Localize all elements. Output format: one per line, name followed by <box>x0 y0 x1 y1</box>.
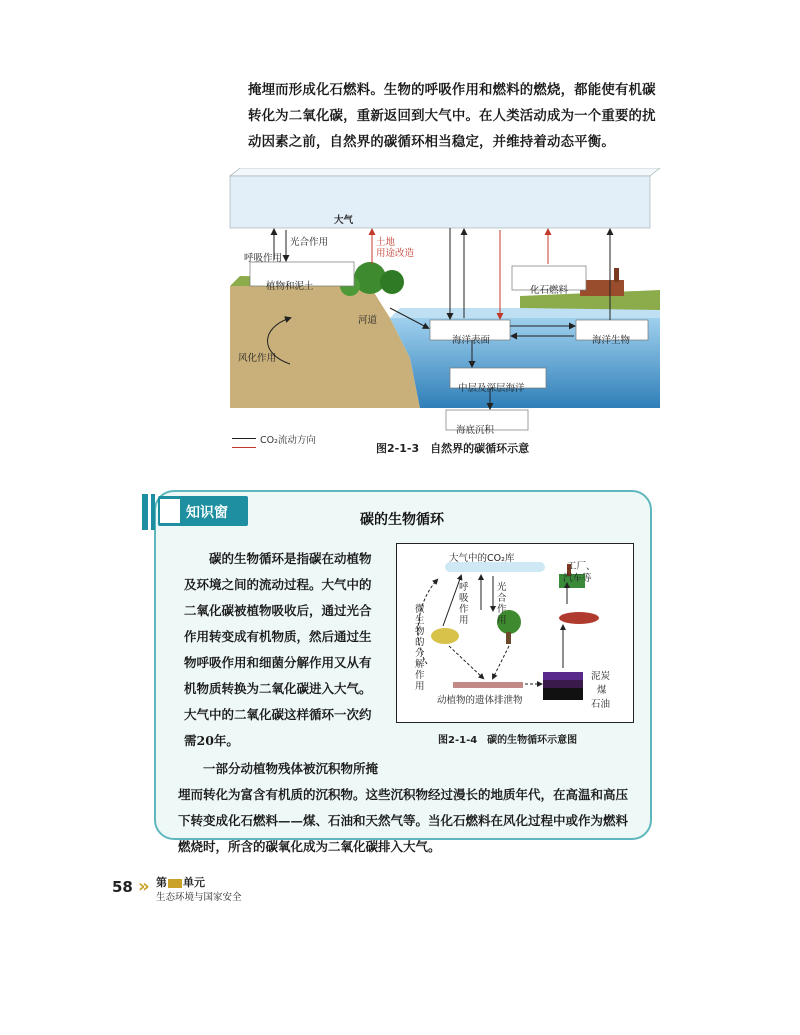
label-respiration: 呼吸作用 <box>244 253 283 264</box>
text-line: 需20年。 <box>184 733 239 748</box>
label-coal: 煤 <box>597 685 607 696</box>
bio-carbon-cycle-figure <box>396 543 634 723</box>
intro-line: 掩埋而形成化石燃料。生物的呼吸作用和燃料的燃烧，都能使有机碳 <box>248 83 656 98</box>
label-land-use-2: 用途改造 <box>376 248 415 259</box>
label-river: 河道 <box>358 315 378 326</box>
label-marine-life: 海洋生物 <box>592 335 631 346</box>
label-peat: 泥炭 <box>591 671 611 682</box>
intro-paragraph <box>248 78 668 156</box>
text-line: 埋而转化为富含有机质的沉积物。这些沉积物经过漫长的地质年代，在高温和高压 <box>178 787 629 802</box>
knowledge-title: 碳的生物循环 <box>360 512 444 528</box>
unit-number-block <box>168 879 182 888</box>
label-respiration: 呼吸作用 <box>459 582 469 626</box>
unit-title <box>156 874 205 890</box>
text-line: 作用转变成有机物质，然后通过生 <box>184 629 372 644</box>
unit-prefix: 第 <box>156 876 167 889</box>
figure2-caption: 图2-1-4 碳的生物循环示意图 <box>438 735 578 746</box>
knowledge-bottom-text <box>178 756 638 860</box>
label-fossil-fuel: 化石燃料 <box>530 285 569 296</box>
knowledge-tab <box>142 490 246 534</box>
label-co2-pool: 大气中的CO₂库 <box>449 553 515 564</box>
unit-subtitle: 生态环境与国家安全 <box>156 892 242 903</box>
label-microbial: 微生物的分解作用 <box>415 604 425 692</box>
text-line: 碳的生物循环是指碳在动植物 <box>184 551 372 566</box>
text-line: 及环境之间的流动过程。大气中的 <box>184 577 372 592</box>
label-plants-soil: 植物和泥土 <box>266 281 314 292</box>
text-line: 燃烧时，所含的碳氧化成为二氧化碳排入大气。 <box>178 839 441 854</box>
text-line: 二氧化碳被植物吸收后，通过光合 <box>184 603 372 618</box>
knowledge-left-text <box>184 546 384 754</box>
text-line: 物呼吸作用和细菌分解作用又从有 <box>184 655 372 670</box>
label-ocean-surface: 海洋表面 <box>452 335 491 346</box>
carbon-cycle-illustration <box>220 168 660 438</box>
intro-line: 转化为二氧化碳，重新返回到大气中。在人类活动成为一个重要的扰 <box>248 109 656 124</box>
figure1-legend <box>232 434 316 452</box>
label-atmosphere: 大气 <box>334 215 354 226</box>
label-land-use-1: 土地 <box>376 237 396 248</box>
page-number: 58 <box>112 878 133 896</box>
label-photosynthesis: 光合作用 <box>290 237 329 248</box>
label-sediment: 海底沉积 <box>456 425 495 436</box>
label-photosynthesis: 光合作用 <box>497 582 507 626</box>
unit-suffix: 单元 <box>183 876 205 889</box>
legend-red-line <box>232 447 256 448</box>
tab-stripe <box>142 494 148 530</box>
tab-stripe <box>151 494 155 530</box>
text-line: 大气中的二氧化碳这样循环一次约 <box>184 707 372 722</box>
text-line: 一部分动植物残体被沉积物所掩 <box>178 761 379 776</box>
legend-co2-label: CO₂流动方向 <box>260 434 316 446</box>
knowledge-tab-label: 知识窗 <box>186 505 228 521</box>
label-factory: 工厂、 <box>567 561 596 572</box>
intro-line: 动因素之前，自然界的碳循环相当稳定，并维持着动态平衡。 <box>248 135 615 150</box>
figure1-caption: 图2-1-3 自然界的碳循环示意 <box>376 442 530 455</box>
label-deep-ocean: 中层及深层海洋 <box>458 383 525 394</box>
text-line: 机物质转换为二氧化碳进入大气。 <box>184 681 372 696</box>
page-icon <box>160 499 180 523</box>
label-weathering: 风化作用 <box>238 353 277 364</box>
label-oil: 石油 <box>591 699 611 710</box>
text-line: 下转变成化石燃料——煤、石油和天然气等。当化石燃料在风化过程中或作为燃料 <box>178 813 629 828</box>
chevron-icon: » <box>138 876 150 897</box>
carbon-cycle-figure <box>220 168 660 458</box>
label-remains: 动植物的遗体排泄物 <box>437 695 523 706</box>
label-car: 汽车等 <box>563 573 592 584</box>
legend-black-line <box>232 438 256 439</box>
